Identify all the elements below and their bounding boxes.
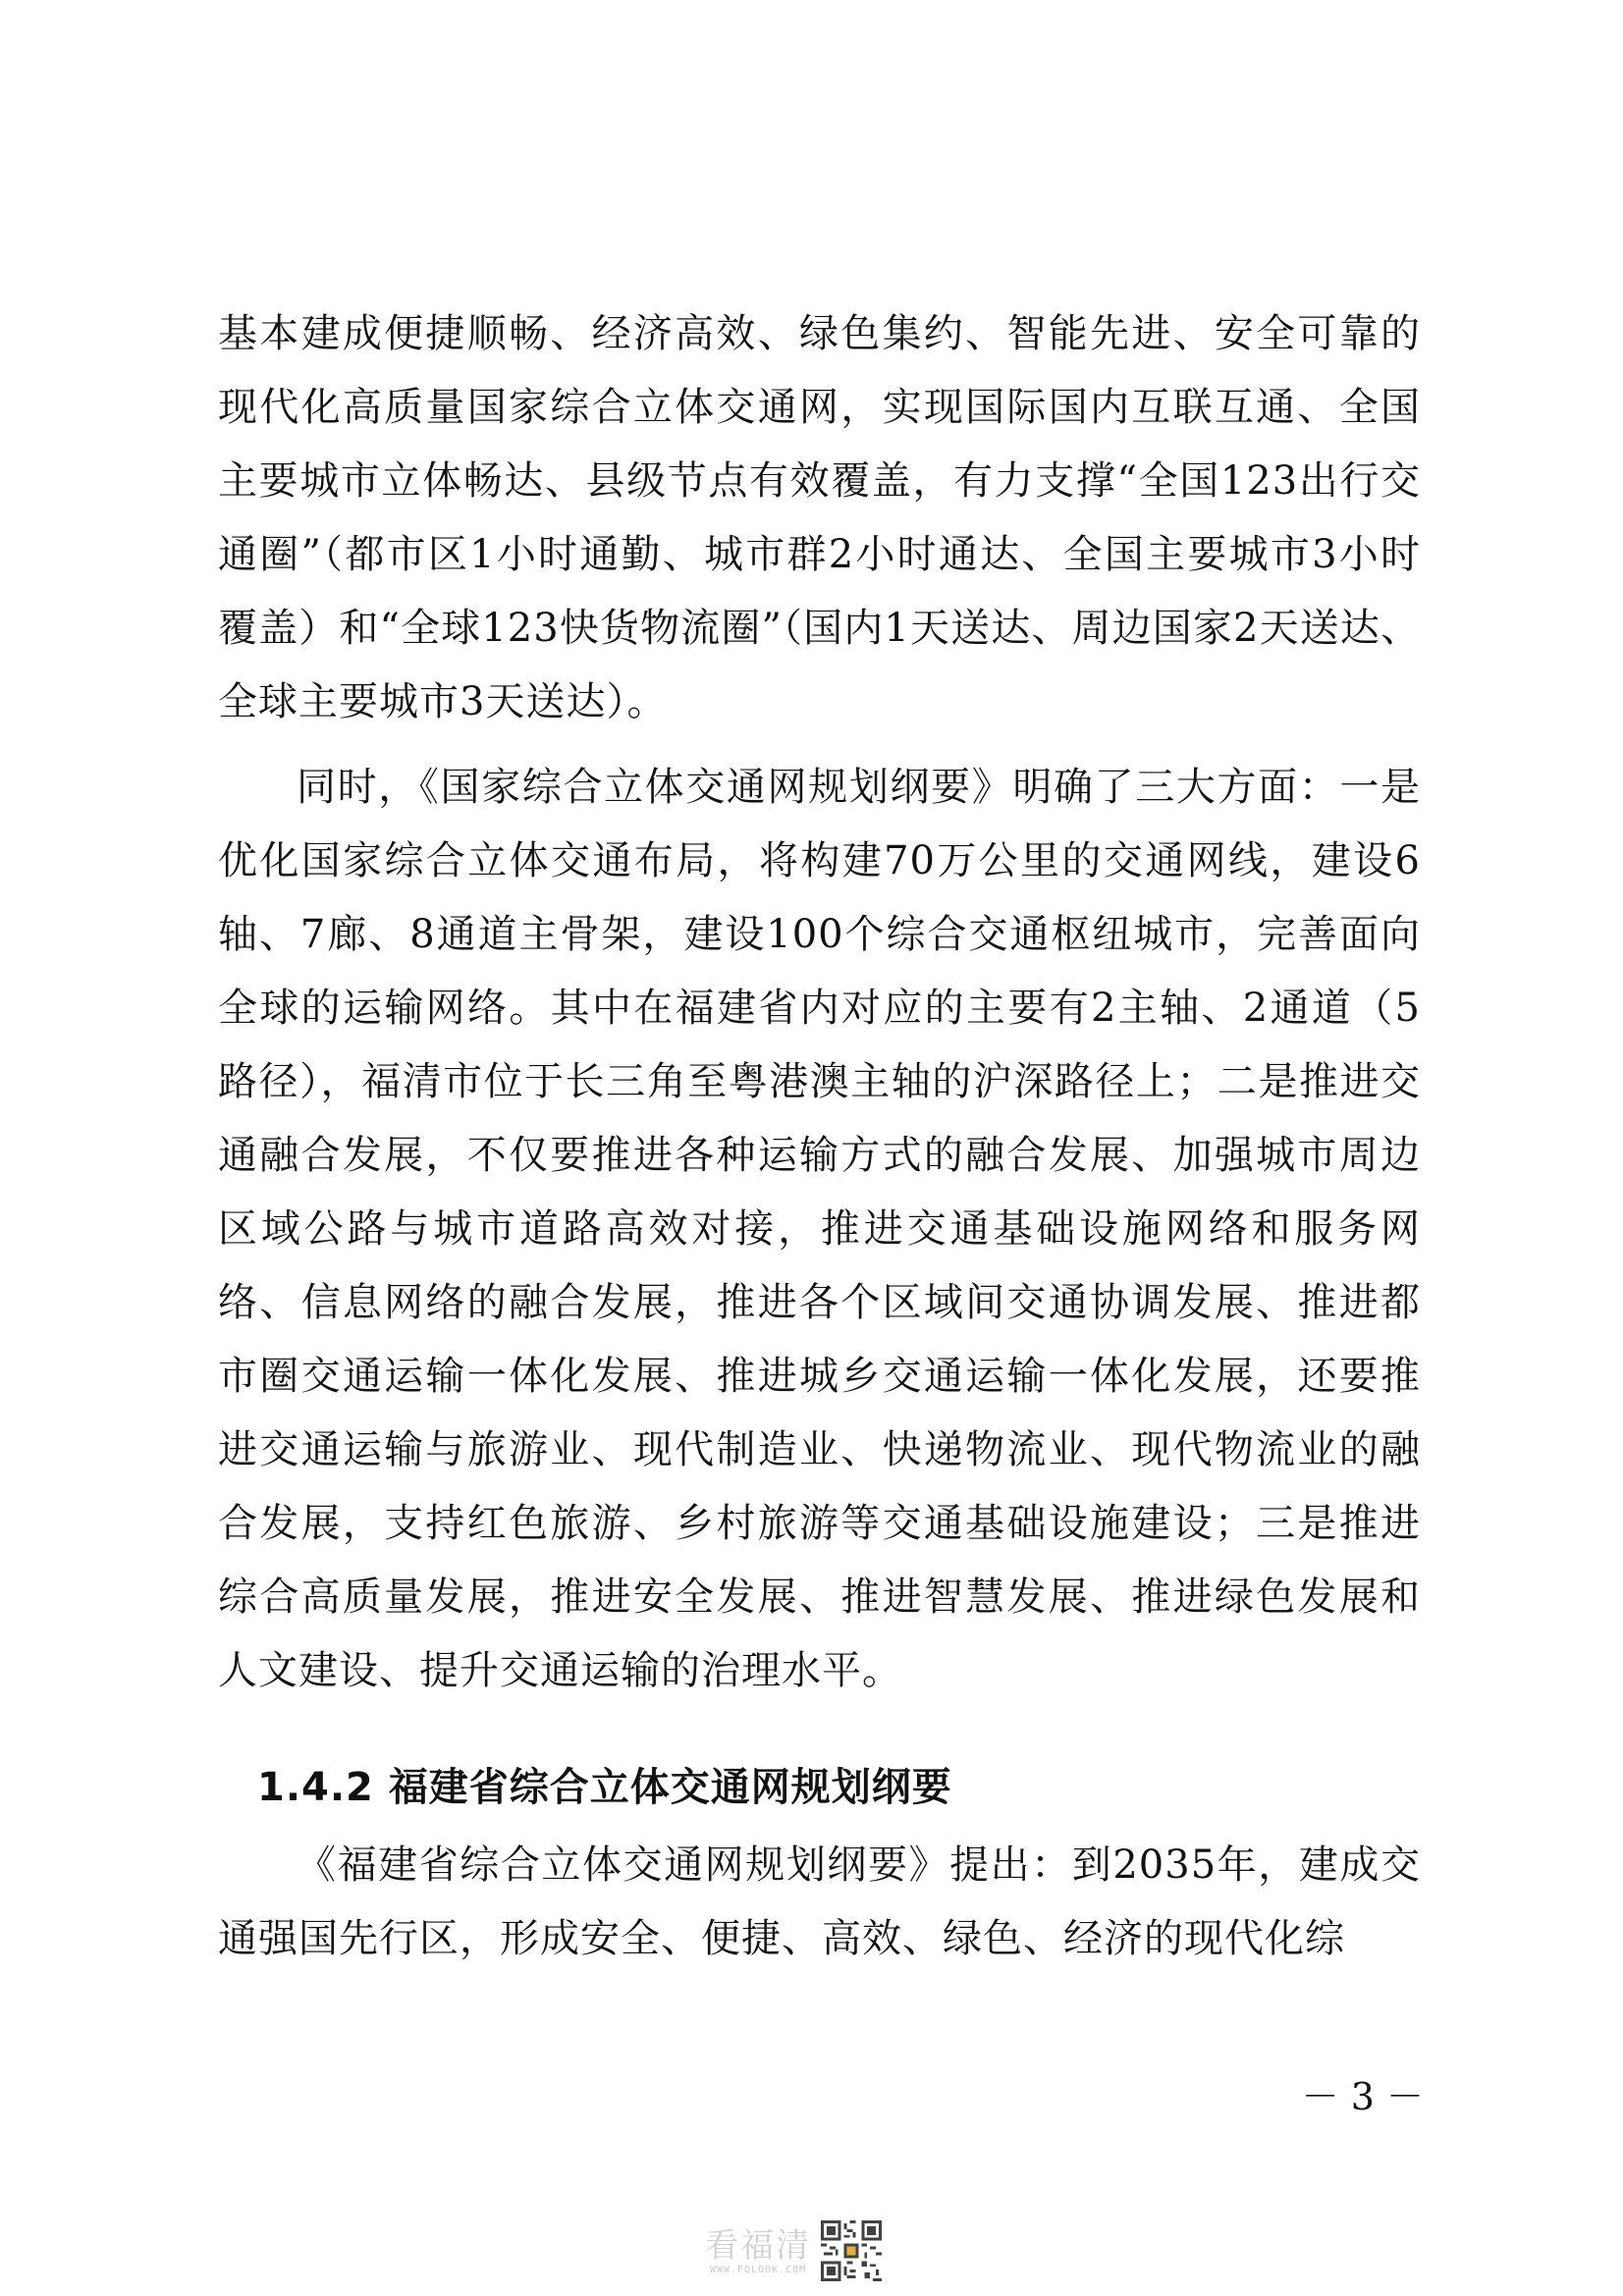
watermark-title: 看福清 xyxy=(705,2225,811,2266)
body-paragraph-3: 《福建省综合立体交通网规划纲要》提出：到2035年，建成交通强国先行区，形成安全、便捷、高效、绿色、经济的现代化综 xyxy=(218,1842,1421,1961)
qr-code-icon xyxy=(821,2220,882,2281)
watermark-url: WWW.FQLOOK.COM xyxy=(709,2264,807,2275)
page-number: － 3 － xyxy=(1301,2075,1424,2118)
section-heading: 1.4.2 福建省综合立体交通网规划纲要 xyxy=(257,1765,952,1810)
watermark xyxy=(705,2216,882,2285)
body-paragraph-1: 基本建成便捷顺畅、经济高效、绿色集约、智能先进、安全可靠的现代化高质量国家综合立体交通网，实现国际国内互联互通、全国主要城市立体畅达、县级节点有效覆盖，有力支撑“全国123出行交通圈”（都市区1小时通勤、城市群2小时通达、全国主要城市3小时覆盖）和“全球123快货物流圈”（国内1天送达、周边国家2天送达、全球主要城市3天送达）。 xyxy=(218,311,1421,724)
watermark-text xyxy=(705,2227,811,2275)
body-paragraph-2: 同时，《国家综合立体交通网规划纲要》明确了三大方面：一是优化国家综合立体交通布局，将构建70万公里的交通网线，建设6轴、7廊、8通道主骨架，建设100个综合交通枢纽城市，完善面向全球的运输网络。其中在福建省内对应的主要有2主轴、2通道（5路径），福清市位于长三角至粤港澳主轴的沪深路径上；二是推进交通融合发展，不仅要推进各种运输方式的融合发展、加强城市周边区域公路与城市道路高效对接，推进交通基础设施网络和服务网络、信息网络的融合发展，推进各个区域间交通协调发展、推进都市圈交通运输一体化发展、推进城乡交通运输一体化发展，还要推进交通运输与旅游业、现代制造业、快递物流业、现代物流业的融合发展，支持红色旅游、乡村旅游等交通基础设施建设；三是推进综合高质量发展，推进安全发展、推进智慧发展、推进绿色发展和人文建设、提升交通运输的治理水平。 xyxy=(218,765,1421,1693)
